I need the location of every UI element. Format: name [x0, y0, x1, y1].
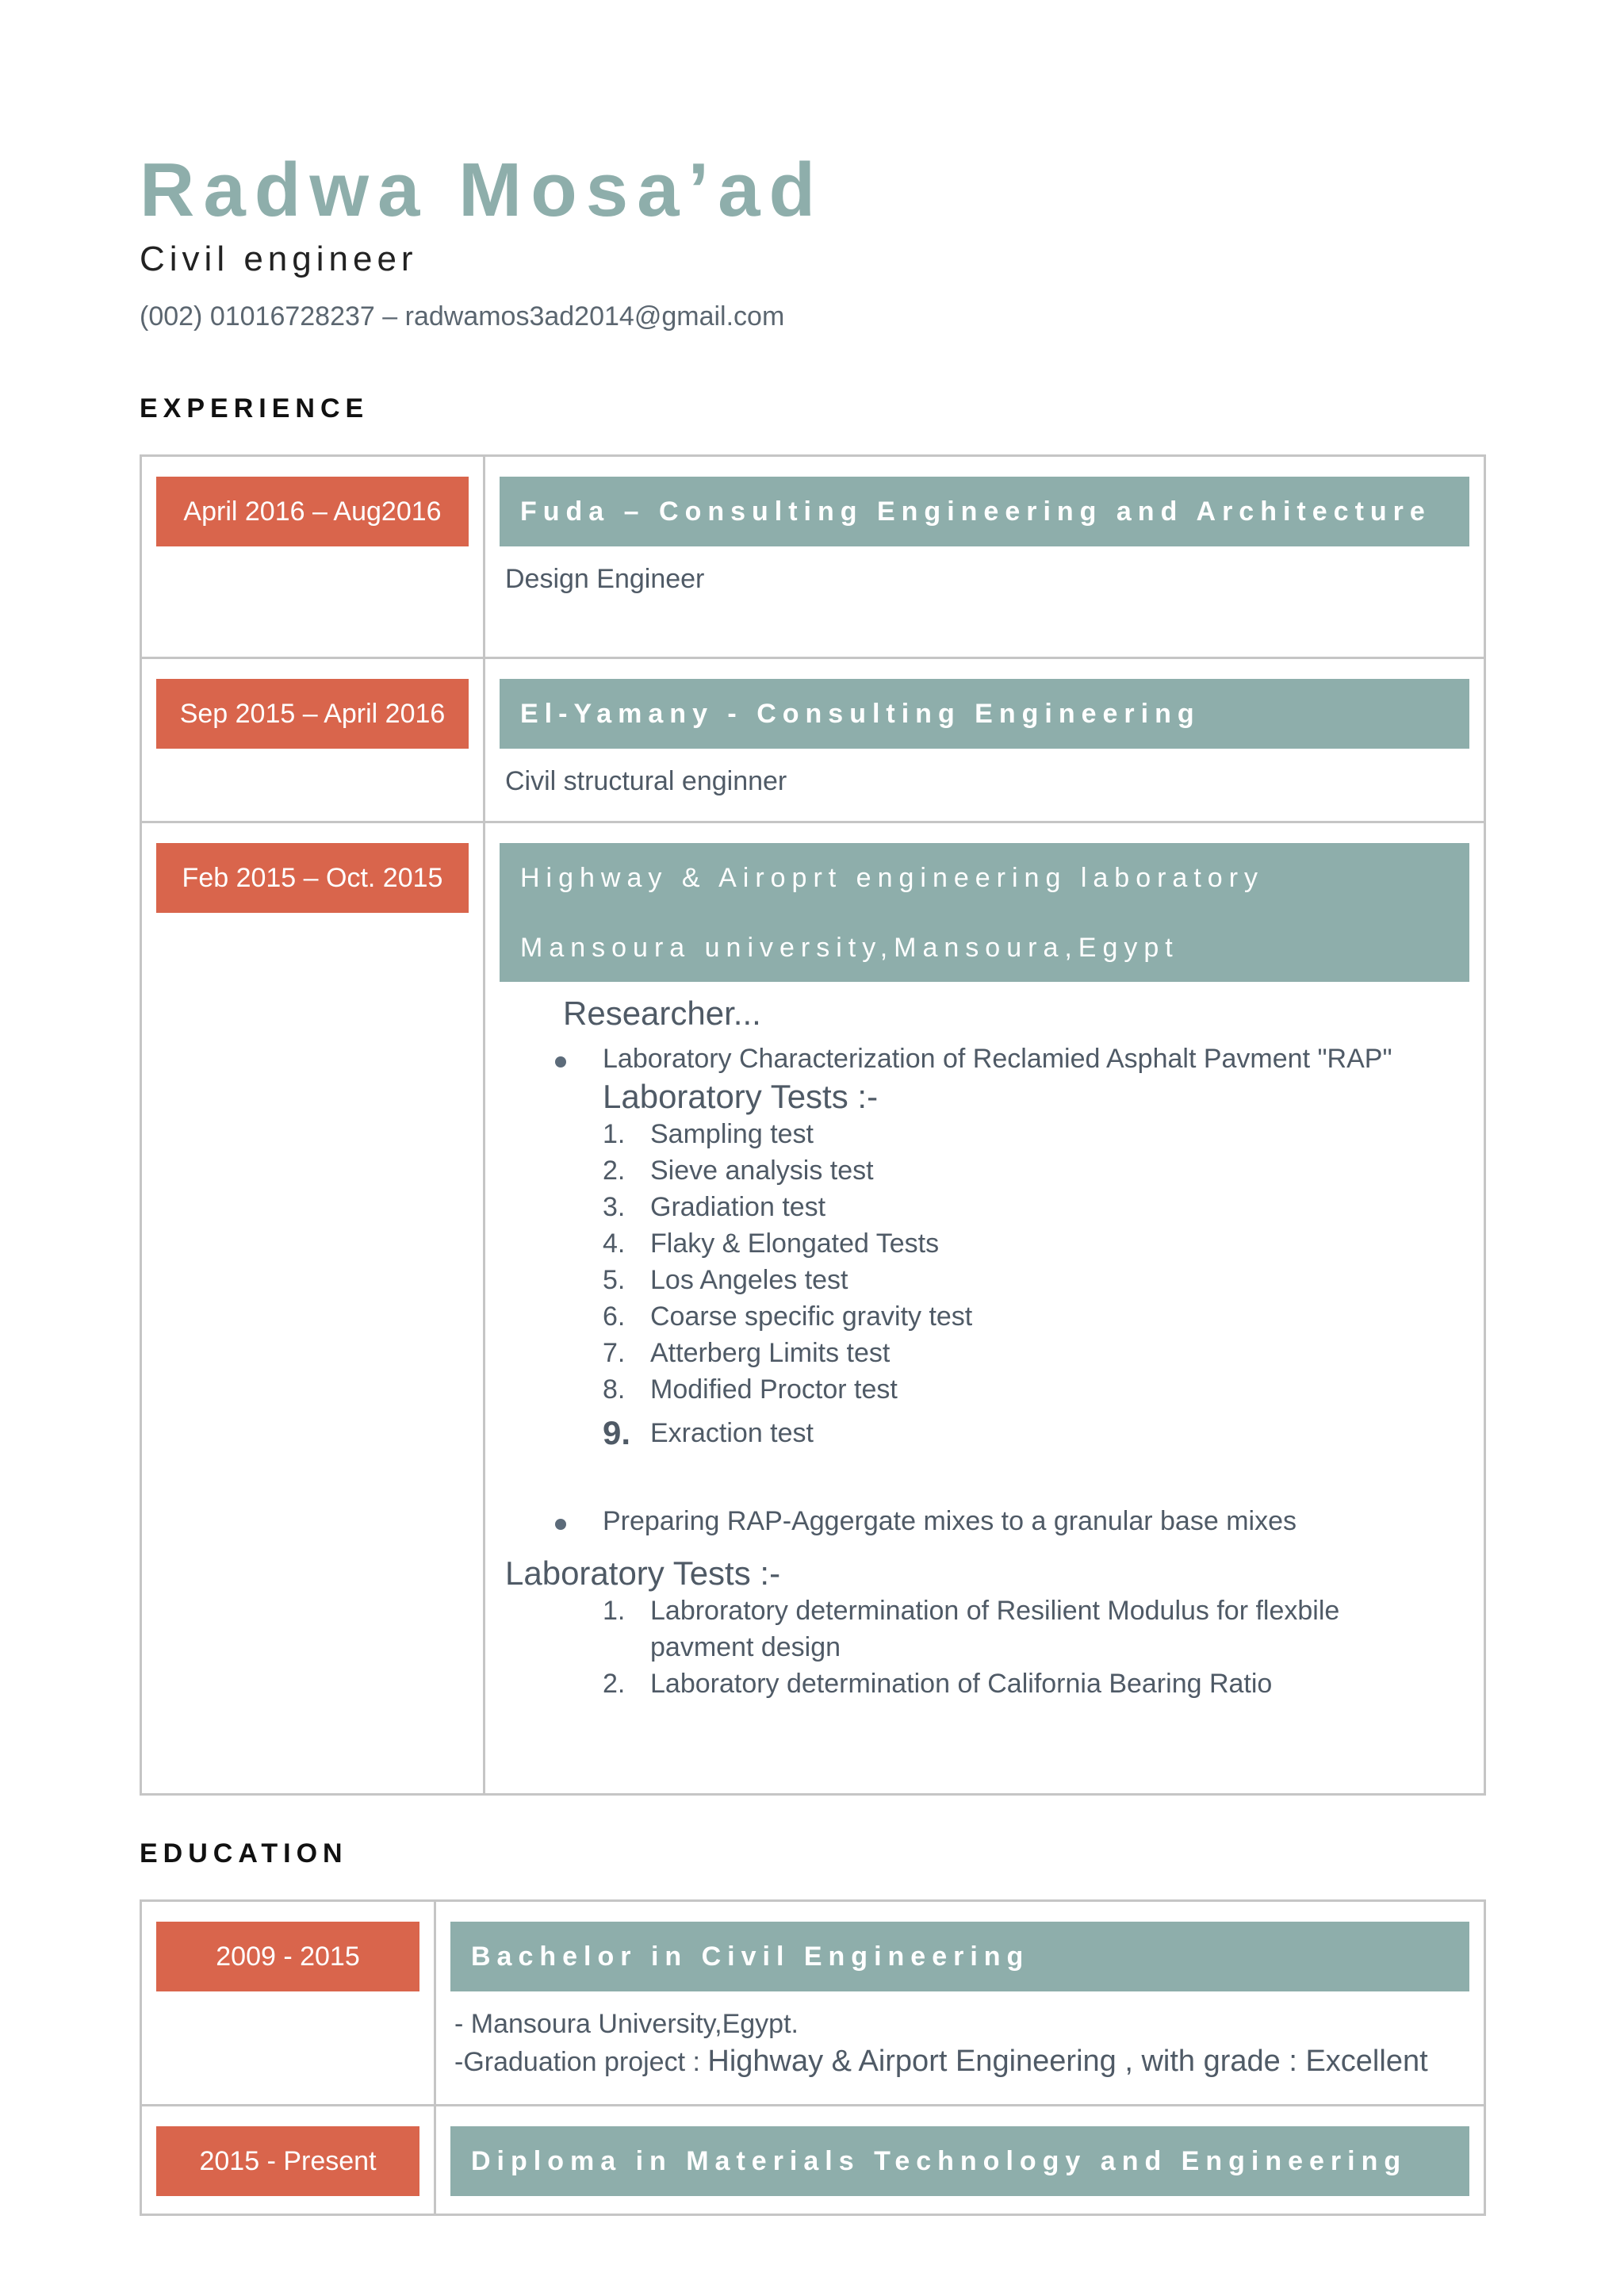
graduation-project-label: -Graduation project :	[454, 2047, 708, 2077]
education-detail-line	[450, 2045, 1469, 2079]
education-table	[140, 1899, 1486, 2216]
education-heading: EDUCATION	[140, 1838, 348, 1869]
company-header-line2: Mansoura university,Mansoura,Egypt	[520, 933, 1179, 963]
item-number: 5.	[603, 1265, 626, 1295]
list-item	[500, 1262, 1469, 1298]
item-text: Coarse specific gravity test	[650, 1301, 973, 1332]
date-badge: Sep 2015 – April 2016	[156, 679, 469, 749]
company-header: El-Yamany - Consulting Engineering	[500, 679, 1469, 749]
bullet-text: Preparing RAP-Aggergate mixes to a granular base mixes	[603, 1506, 1297, 1536]
bullet-text: Laboratory Characterization of Reclamied Asphalt Pavment "RAP"	[603, 1044, 1392, 1074]
education-detail-line: - Mansoura University,Egypt.	[454, 2009, 799, 2039]
position-text: Researcher...	[563, 995, 761, 1032]
list-item	[500, 1189, 1469, 1225]
company-header	[500, 843, 1469, 982]
item-number: 1.	[603, 1119, 626, 1149]
date-badge: 2015 - Present	[156, 2126, 419, 2196]
experience-table	[140, 454, 1486, 1796]
item-text: Labroratory determination of Resilient Modulus for flexbile pavment design	[650, 1596, 1340, 1662]
list-item	[500, 1335, 1469, 1371]
item-text: Laboratory determination of California Bearing Ratio	[650, 1669, 1273, 1699]
experience-row	[141, 822, 1485, 1795]
date-badge: Feb 2015 – Oct. 2015	[156, 843, 469, 913]
experience-row	[141, 658, 1485, 822]
list-item	[500, 1152, 1469, 1189]
education-row	[141, 1901, 1485, 2106]
experience-heading: EXPERIENCE	[140, 393, 370, 424]
item-text: Flaky & Elongated Tests	[650, 1228, 940, 1259]
item-text: Sampling test	[650, 1119, 814, 1149]
tests-heading: Laboratory Tests :-	[603, 1078, 879, 1115]
list-item	[500, 1225, 1469, 1262]
research-details	[500, 995, 1469, 1702]
experience-date-cell	[141, 658, 485, 822]
list-item	[500, 1298, 1469, 1335]
candidate-title: Civil engineer	[140, 240, 418, 278]
item-number: 1.	[603, 1596, 626, 1626]
bullet-icon	[555, 1519, 566, 1530]
item-number: 7.	[603, 1338, 626, 1368]
education-date-cell	[141, 1901, 435, 2106]
tests-list	[500, 1116, 1469, 1458]
position-text: Design Engineer	[505, 564, 705, 594]
degree-header: Bachelor in Civil Engineering	[450, 1922, 1469, 1991]
position-text: Civil structural enginner	[505, 766, 787, 796]
experience-date-cell	[141, 822, 485, 1795]
list-item	[500, 1371, 1469, 1408]
bullet-icon	[555, 1056, 566, 1068]
item-number: 6.	[603, 1301, 626, 1332]
education-date-cell	[141, 2106, 435, 2215]
experience-detail-cell	[485, 822, 1485, 1795]
item-text: Exraction test	[650, 1418, 814, 1448]
experience-detail-cell	[485, 658, 1485, 822]
item-text: Los Angeles test	[650, 1265, 848, 1295]
list-item	[500, 1116, 1469, 1152]
education-row	[141, 2106, 1485, 2215]
graduation-project-value: Highway & Airport Engineering , with grade : Excellent	[707, 2045, 1428, 2078]
education-detail-cell	[435, 1901, 1485, 2106]
date-badge: 2009 - 2015	[156, 1922, 419, 1991]
list-item	[500, 1506, 1469, 1537]
item-number: 4.	[603, 1228, 626, 1259]
item-number: 2.	[603, 1156, 626, 1186]
item-text: Sieve analysis test	[650, 1156, 874, 1186]
education-detail-cell	[435, 2106, 1485, 2215]
item-number: 9.	[603, 1414, 631, 1451]
list-item	[500, 1044, 1469, 1075]
candidate-name: Radwa Mosa’ad	[140, 148, 825, 232]
item-number: 8.	[603, 1374, 626, 1405]
experience-row	[141, 456, 1485, 658]
item-number: 2.	[603, 1669, 626, 1699]
item-number: 3.	[603, 1192, 626, 1222]
experience-date-cell	[141, 456, 485, 658]
tests-list	[500, 1593, 1469, 1702]
contact-line: (002) 01016728237 – radwamos3ad2014@gmail.com	[140, 301, 785, 332]
list-item	[500, 1665, 1469, 1702]
experience-detail-cell	[485, 456, 1485, 658]
company-header: Fuda – Consulting Engineering and Architecture	[500, 477, 1469, 546]
list-item	[500, 1593, 1469, 1665]
company-header-line1: Highway & Airoprt engineering laboratory	[520, 863, 1265, 893]
item-text: Gradiation test	[650, 1192, 826, 1222]
degree-header: Diploma in Materials Technology and Engineering	[450, 2126, 1469, 2196]
list-item	[500, 1408, 1469, 1458]
item-text: Atterberg Limits test	[650, 1338, 891, 1368]
date-badge: April 2016 – Aug2016	[156, 477, 469, 546]
tests-heading: Laboratory Tests :-	[505, 1554, 781, 1592]
item-text: Modified Proctor test	[650, 1374, 898, 1405]
